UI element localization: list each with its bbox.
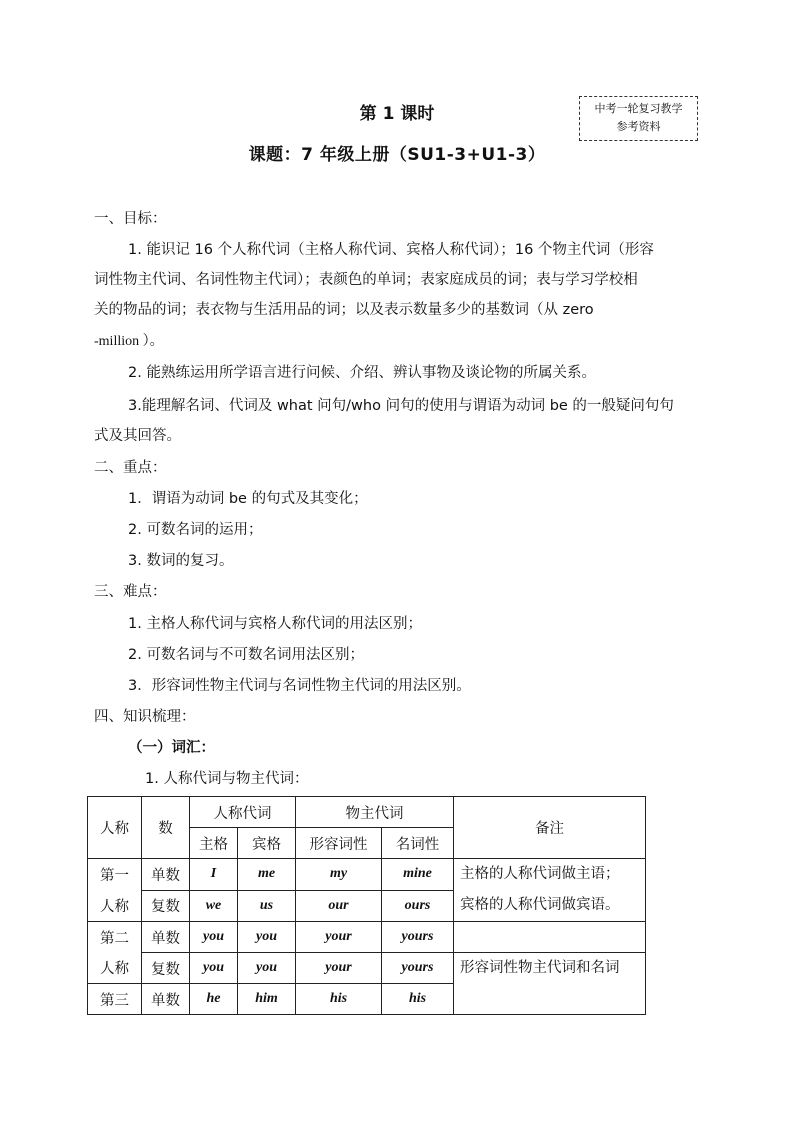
subject-cell: you [190, 953, 238, 984]
number-cell: 单数 [142, 922, 190, 953]
vocabulary-item-1: 1. 人称代词与物主代词： [145, 771, 309, 787]
objective-3-line-1: 3.能理解名词、代词及 what 问句/who 问句的使用与谓语为动词 be 的一般疑问句句 [128, 398, 674, 414]
note-line: 宾格的人称代词做宾语。 [460, 897, 620, 913]
pronoun-table [87, 796, 646, 1015]
header-personal-pronoun: 人称代词 [190, 797, 296, 828]
header-object: 宾格 [238, 828, 296, 859]
note-cell [454, 953, 646, 1015]
person-label: 人称 [88, 890, 142, 922]
header-possessive-pronoun: 物主代词 [296, 797, 454, 828]
knowledge-heading: 四、知识梳理： [94, 709, 196, 725]
vocabulary-heading: （一）词汇： [128, 740, 215, 756]
difficulty-3: 3．形容词性物主代词与名词性物主代词的用法区别。 [128, 678, 471, 694]
note-cell [454, 859, 646, 922]
adjectival-cell: your [296, 922, 382, 953]
nominal-cell: yours [382, 922, 454, 953]
header-subject: 主格 [190, 828, 238, 859]
key-points-heading: 二、重点： [94, 460, 167, 476]
person-label: 人称 [88, 953, 142, 984]
table-row [88, 953, 646, 984]
objective-1-line-3: 关的物品的词；表衣物与生活用品的词；以及表示数量多少的基数词（从 zero [94, 302, 594, 318]
key-point-2: 2. 可数名词的运用； [128, 522, 263, 538]
nominal-cell: his [382, 984, 454, 1015]
objective-1-line-2: 词性物主代词、名词性物主代词）；表颜色的单词；表家庭成员的词；表与学习学校相 [94, 272, 638, 288]
difficulties-heading: 三、难点： [94, 584, 167, 600]
key-point-3: 3. 数词的复习。 [128, 553, 234, 569]
objective-3-line-2: 式及其回答。 [94, 428, 181, 444]
person-label: 第三 [88, 984, 142, 1015]
header-person: 人称 [88, 797, 142, 859]
header-nominal: 名词性 [382, 828, 454, 859]
subject-cell: he [190, 984, 238, 1015]
objective-1-line-4: -million ）。 [94, 334, 164, 349]
objective-1-line-1: 1. 能识记 16 个人称代词（主格人称代词、宾格人称代词）；16 个物主代词（形容 [128, 242, 654, 258]
subject-cell: we [190, 890, 238, 922]
stamp-line-1: 中考一轮复习教学 [594, 102, 683, 115]
difficulty-1: 1. 主格人称代词与宾格人称代词的用法区别； [128, 616, 422, 632]
person-label: 第二 [88, 922, 142, 953]
object-cell: you [238, 953, 296, 984]
number-cell: 复数 [142, 953, 190, 984]
note-cell [454, 922, 646, 953]
lesson-subtitle: 课题：7 年级上册（SU1-3+U1-3） [248, 145, 546, 165]
subject-cell: I [190, 859, 238, 891]
object-cell: him [238, 984, 296, 1015]
subject-cell: you [190, 922, 238, 953]
header-note: 备注 [454, 797, 646, 859]
difficulty-2: 2. 可数名词与不可数名词用法区别； [128, 647, 364, 663]
table-row [88, 859, 646, 891]
object-cell: me [238, 859, 296, 891]
adjectival-cell: my [296, 859, 382, 891]
nominal-cell: yours [382, 953, 454, 984]
number-cell: 单数 [142, 984, 190, 1015]
lesson-title: 第 1 课时 [359, 104, 435, 124]
adjectival-cell: our [296, 890, 382, 922]
number-cell: 复数 [142, 890, 190, 922]
adjectival-cell: his [296, 984, 382, 1015]
adjectival-cell: your [296, 953, 382, 984]
object-cell: us [238, 890, 296, 922]
note-line: 形容词性物主代词和名词 [460, 960, 620, 976]
object-cell: you [238, 922, 296, 953]
objective-2: 2. 能熟练运用所学语言进行问候、介绍、辨认事物及谈论物的所属关系。 [128, 365, 596, 381]
nominal-cell: mine [382, 859, 454, 891]
number-cell: 单数 [142, 859, 190, 891]
nominal-cell: ours [382, 890, 454, 922]
header-number: 数 [142, 797, 190, 859]
key-point-1: 1．谓语为动词 be 的句式及其变化； [128, 491, 368, 507]
header-adjectival: 形容词性 [296, 828, 382, 859]
objectives-heading: 一、目标： [94, 211, 167, 227]
note-line: 主格的人称代词做主语； [460, 866, 620, 882]
table-row [88, 922, 646, 953]
stamp-line-2: 参考资料 [616, 120, 661, 133]
person-label: 第一 [88, 859, 142, 891]
